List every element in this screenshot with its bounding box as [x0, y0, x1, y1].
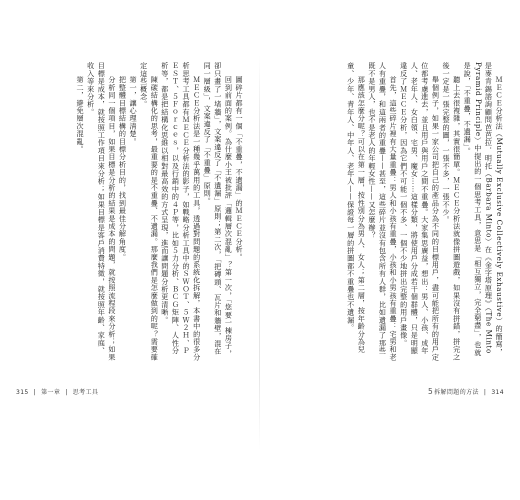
footer-separator: |: [33, 389, 37, 396]
right-page: [276, 62, 504, 442]
left-paragraph-1: 圖碎片都有一個「不重疊，不遺漏」的ＭＥＣＥ分析。: [235, 76, 244, 261]
footer-separator: |: [483, 389, 487, 396]
chapter-label: 第一章: [41, 389, 61, 396]
left-paragraph-2: 回到前面的案例。為什麼小王被批評「邏輯層次混亂」？第一次，「您要一棟房子，卻只畫了一堵牆」，文案違反了「不遺漏」原則；第二次，「把磚頭、瓦片和牆壁，混在同一層級」，文案違反了「不重疊」原則。: [203, 62, 234, 358]
chapter-mark: 5: [427, 387, 434, 396]
right-paragraph-5: 那應該怎麼分呢？可以在第一層，按性別分為男人、女人；第二層，按年齡分為兒童、少年、青年人、中年人、老年人——保證每一層的拼圖都不重疊也不遺漏。: [346, 62, 367, 354]
right-paragraph-4: 首先，這些碎片裡有大量重疊：男人和小孩有重疊，小孩和小男孩有重疊：宅男和老人有重疊，和這兩者的重疊——甚至，這些碎片並沒有包含所有人群，比如遺漏了那些既不是男人，也不是老人的年輕女性——又怎麼辦？: [367, 62, 399, 362]
left-paragraph-4: 陳碳結構化的思考，最重要的是不重疊、不遺漏。那麼我們是怎麼做到的呢？需要確定這些概念。: [139, 62, 160, 362]
right-page-body: [276, 62, 504, 362]
left-paragraph-8: 第二，避免層次混亂。: [76, 76, 86, 154]
left-paragraph-6: 把整體目標結構的目標分析目的，找到最佳分解角度。: [118, 76, 128, 261]
section-title: 拆解問題的方法: [434, 389, 479, 396]
left-paragraph-5: 第一，讓心理清楚。: [129, 76, 139, 146]
right-paragraph-3: 舉個例子，如果一家公司把自己的產品分為不同的目標用戶，盡可能把所有的用戶定位都考慮進去，並且用戶與用戶之間不重疊。大家集思廣益，想出：男人、小孩、成年人、老年人、女白領、宅男、魔女……這樣分類，將使用戶分成若干個群體，只是明顯違反了ＭＥＣＥ分析，因為它們不可能一個不多、一個不少地拼出完整的用戶畫像。: [399, 62, 441, 362]
chapter-title: 思考工具: [72, 389, 99, 396]
left-page: [16, 62, 244, 442]
left-paragraph-7: 分析同一個項目，如果目標是分析的結果是成本的問題，就按照流程段來分析；如果目標是成本，就按照工作項目來分析；如果目標是客戶消費特徵，就按照年齡、家庭、收入等來分析。: [86, 62, 117, 362]
left-page-footer: [16, 387, 98, 396]
page-number: 315: [16, 389, 29, 396]
footer-separator: |: [65, 389, 68, 396]
page-number: 314: [491, 389, 504, 396]
left-page-body: [16, 62, 244, 362]
right-paragraph-2: 聽上去很複雜，其實很簡單。ＭＥＣＥ分析法就像拼圖遊戲，如果沒有拼錯，拼完之後一定是一張完整的圖，一張不多，一張不少。: [442, 62, 462, 362]
book-gutter: [259, 55, 260, 450]
right-page-footer: [428, 387, 504, 396]
left-paragraph-3: ＭＥＣＥ分析法是一種幾乎萬用的工具，透過對問題的系統化拆解，本書中的很多分析思考工具都有ＭＥＣＥ分析法的影子，如戰略分析工具中的ＳＷＯＴ、５Ｗ２Ｈ、ＰＥＳＴ、５Ｆｏｒｃｅｓ，以及行銷中的４Ｐ等，比如５力分析、ＢＣＧ矩陣、人性分析等，都是把結構化思維以相對最高效的方式呈現，進而讓問題分析更清晰。: [160, 62, 202, 362]
right-paragraph-1: ＭＥＣＥ分析法（Mutually Exclusive Collectively Exhaustive）的簡寫，是麥肯錫諮詢顧問芭芭拉．明托（Barbara Minto）在《金字塔原理》（The Minto Pyramid Principle）中提出的一個思考工具，意思是「相互獨立，完全窮盡」，也就是說，「不重疊，不遺漏」。: [463, 62, 504, 357]
